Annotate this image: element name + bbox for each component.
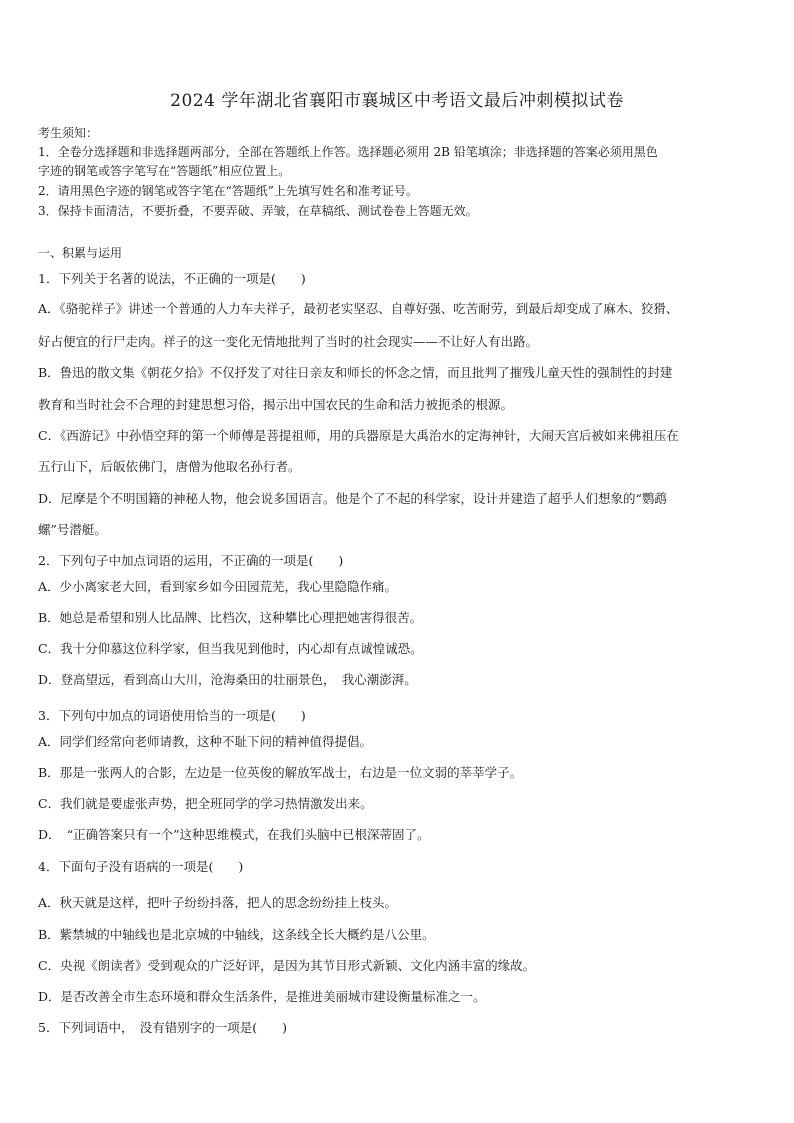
notice-line: 1．全卷分选择题和非选择题两部分，全部在答题纸上作答。选择题必须用 2B 铅笔填涂；非选择题的答案必须用黑色 <box>38 145 658 159</box>
question-1-option-a-cont: 好占便宜的行尸走肉。祥子的这一变化无情地批判了当时的社会现实——不让好人有出路。 <box>38 334 539 349</box>
question-1-option-b-cont: 教育和当时社会不合理的封建思想习俗，揭示出中国农民的生命和活力被扼杀的根源。 <box>38 397 514 412</box>
question-5-stem: 5．下列词语中， 没有错别字的一项是( ) <box>38 1020 287 1035</box>
notice-line: 3．保持卡面清洁，不要折叠，不要弄破、弄皱，在草稿纸、测试卷卷上答题无效。 <box>38 204 478 218</box>
question-2-option-c: C．我十分仰慕这位科学家，但当我见到他时，内心却有点诚惶诚恐。 <box>38 641 423 656</box>
question-2-stem: 2．下列句子中加点词语的运用，不正确的一项是( ) <box>38 553 344 568</box>
question-1-option-c: C．《西游记》中孙悟空拜的第一个师傅是菩提祖师，用的兵器原是大禹治水的定海神针，大闹天宫后被如来佛祖压在 <box>38 428 679 443</box>
question-1-option-d: D．尼摩是个不明国籍的神秘人物，他会说多国语言。他是个了不起的科学家，设计并建造了超乎人们想象的“鹦鹉 <box>38 491 667 506</box>
question-1-option-d-cont: 螺”号潜艇。 <box>38 522 107 537</box>
notice-line: 2．请用黑色字迹的钢笔或答字笔在“答题纸”上先填写姓名和准考证号。 <box>38 184 418 198</box>
notice-line: 字迹的钢笔或答字笔写在“答题纸”相应位置上。 <box>38 164 291 178</box>
question-2-option-a: A．少小离家老大回，看到家乡如今田园荒芜，我心里隐隐作痛。 <box>38 579 398 594</box>
question-4-option-c: C．央视《朗读者》受到观众的广泛好评，是因为其节目形式新颖、文化内涵丰富的缘故。 <box>38 958 536 973</box>
question-4-option-d: D．是否改善全市生态环境和群众生活条件，是推进美丽城市建设衡量标准之一。 <box>38 989 486 1004</box>
page-title: 2024 学年湖北省襄阳市襄城区中考语文最后冲刺模拟试卷 <box>170 91 624 111</box>
question-3-option-d: D． “正确答案只有一个”这种思维模式，在我们头脑中已根深蒂固了。 <box>38 827 430 842</box>
question-1-option-b: B．鲁迅的散文集《朝花夕拾》不仅抒发了对往日亲友和师长的怀念之情，而且批判了摧残儿童天性的强制性的封建 <box>38 365 673 380</box>
question-3-option-c: C．我们就是要虚张声势，把全班同学的学习热情激发出来。 <box>38 796 373 811</box>
section-heading: 一、积累与运用 <box>38 246 123 260</box>
question-1-option-c-cont: 五行山下，后皈依佛门，唐僧为他取名孙行者。 <box>38 459 301 474</box>
notice-heading: 考生须知： <box>38 126 99 140</box>
question-3-option-a: A．同学们经常向老师请教，这种不耻下问的精神值得提倡。 <box>38 734 373 749</box>
question-1-option-a: A．《骆驼祥子》讲述一个普通的人力车夫祥子，最初老实坚忍、自尊好强、吃苦耐劳，到最后却变成了麻木、狡猾、 <box>38 301 679 316</box>
question-4-option-b: B．紫禁城的中轴线也是北京城的中轴线，这条线全长大概约是八公里。 <box>38 927 435 942</box>
question-2-option-d: D．登高望远，看到高山大川，沧海桑田的壮丽景色， 我心潮澎湃。 <box>38 672 417 687</box>
question-4-option-a: A．秋天就是这样，把叶子纷纷抖落，把人的思念纷纷挂上枝头。 <box>38 895 398 910</box>
question-3-stem: 3．下列句中加点的词语使用恰当的一项是( ) <box>38 708 306 723</box>
question-4-stem: 4．下面句子没有语病的一项是( ) <box>38 859 244 874</box>
question-2-option-b: B．她总是希望和别人比品牌、比档次，这种攀比心理把她害得很苦。 <box>38 610 423 625</box>
question-3-option-b: B．那是一张两人的合影，左边是一位英俊的解放军战士，右边是一位文弱的莘莘学子。 <box>38 765 523 780</box>
question-1-stem: 1．下列关于名著的说法，不正确的一项是( ) <box>38 271 306 286</box>
